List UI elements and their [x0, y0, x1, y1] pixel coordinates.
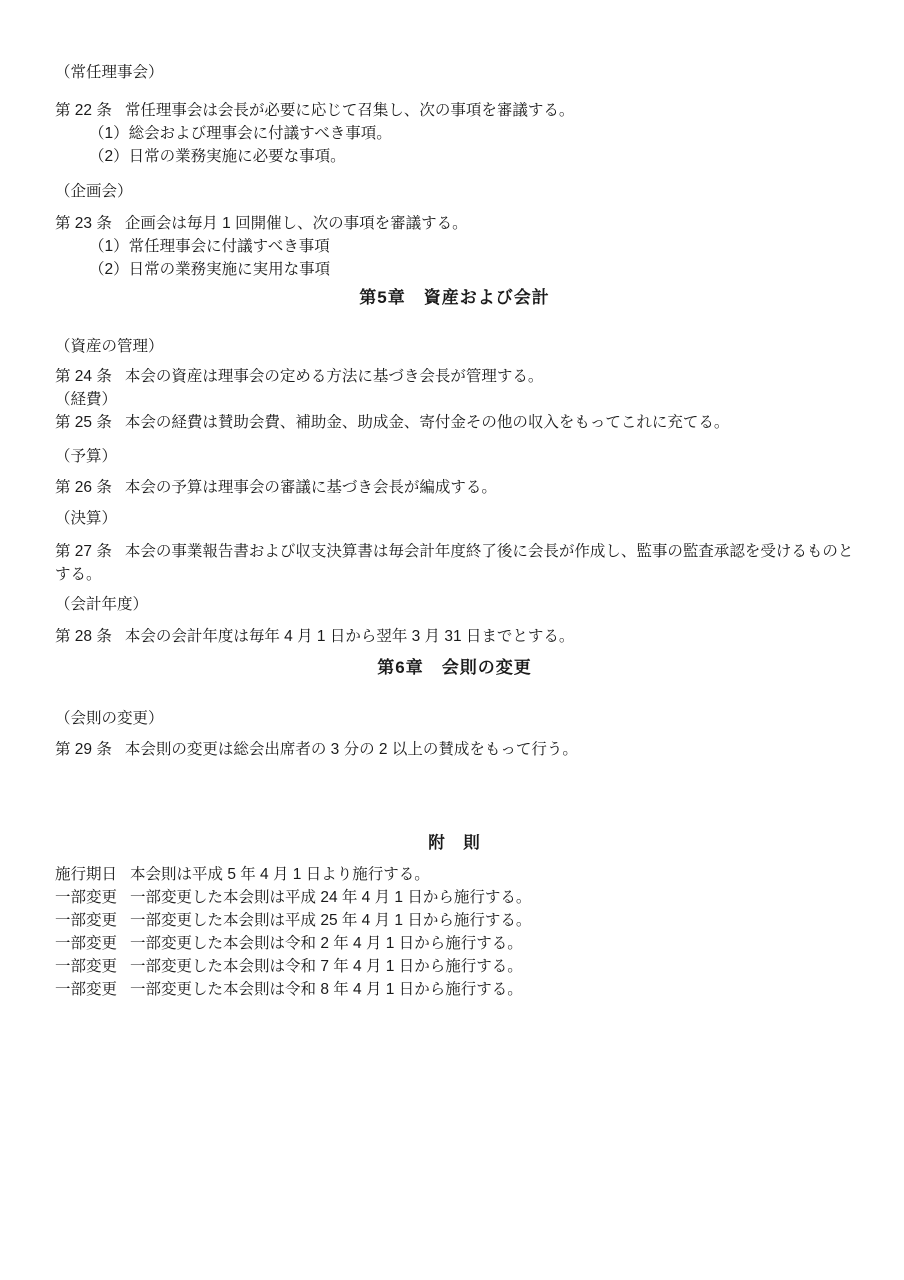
article-caption-kaikei: （会計年度） [55, 596, 149, 613]
article-24-text: 本会の資産は理事会の定める方法に基づき会長が管理する。 [124, 368, 544, 385]
article-caption-henko: （会則の変更） [55, 710, 164, 727]
article-29-text: 本会則の変更は総会出席者の 3 分の 2 以上の賛成をもって行う。 [124, 741, 578, 758]
supplementary-label: 一部変更 [55, 889, 118, 906]
article-25-text: 本会の経費は賛助会費、補助金、助成金、寄付金その他の収入をもってこれに充てる。 [124, 414, 730, 431]
article-27-number: 第 27 条 [55, 543, 112, 560]
article-25-number: 第 25 条 [55, 414, 112, 431]
article-22-number: 第 22 条 [55, 102, 112, 119]
article-caption-keihi: （経費） [55, 391, 118, 408]
article-22-item-1: （1）総会および理事会に付議すべき事項。 [89, 125, 392, 142]
article-22-item-2: （2）日常の業務実施に必要な事項。 [89, 148, 346, 165]
article-23-text: 企画会は毎月 1 回開催し、次の事項を審議する。 [124, 215, 468, 232]
article-caption-kikaku: （企画会） [55, 183, 133, 200]
article-caption-shisan: （資産の管理） [55, 338, 164, 355]
article-23-item-1: （1）常任理事会に付議すべき事項 [89, 238, 330, 255]
article-29 [55, 738, 854, 761]
article-24-number: 第 24 条 [55, 368, 112, 385]
supplementary-text: 本会則は平成 5 年 4 月 1 日より施行する。 [130, 866, 430, 883]
article-29-number: 第 29 条 [55, 741, 112, 758]
supplementary-label: 施行期日 [55, 866, 118, 883]
article-26 [55, 476, 854, 499]
article-27 [55, 540, 854, 586]
chapter-5-heading: 第5章 資産および会計 [359, 288, 550, 307]
article-23-item-2: （2）日常の業務実施に実用な事項 [89, 261, 331, 278]
supplementary-text: 一部変更した本会則は平成 25 年 4 月 1 日から施行する。 [130, 912, 532, 929]
article-23 [55, 212, 854, 235]
supplementary-row [55, 955, 854, 978]
supplementary-label: 一部変更 [55, 935, 118, 952]
article-26-number: 第 26 条 [55, 479, 112, 496]
supplementary-row [55, 932, 854, 955]
supplementary-row [55, 863, 854, 886]
article-caption-kessan: （決算） [55, 510, 118, 527]
article-caption-jonin: （常任理事会） [55, 64, 164, 81]
article-24 [55, 365, 854, 388]
article-28 [55, 625, 854, 648]
supplementary-heading: 附 則 [428, 834, 481, 852]
supplementary-text: 一部変更した本会則は令和 2 年 4 月 1 日から施行する。 [130, 935, 523, 952]
article-22 [55, 99, 854, 122]
supplementary-row [55, 909, 854, 932]
supplementary-label: 一部変更 [55, 912, 118, 929]
supplementary-text: 一部変更した本会則は令和 7 年 4 月 1 日から施行する。 [130, 958, 523, 975]
article-26-text: 本会の予算は理事会の審議に基づき会長が編成する。 [124, 479, 497, 496]
article-25 [55, 411, 854, 434]
chapter-6-heading: 第6章 会則の変更 [377, 658, 532, 677]
article-28-number: 第 28 条 [55, 628, 112, 645]
supplementary-text: 一部変更した本会則は令和 8 年 4 月 1 日から施行する。 [130, 981, 523, 998]
article-23-number: 第 23 条 [55, 215, 112, 232]
supplementary-row [55, 978, 854, 1001]
article-28-text: 本会の会計年度は毎年 4 月 1 日から翌年 3 月 31 日までとする。 [124, 628, 575, 645]
article-27-text: 本会の事業報告書および収支決算書は毎会計年度終了後に会長が作成し、監事の監査承認を受けるものとする。 [55, 543, 854, 583]
supplementary-text: 一部変更した本会則は平成 24 年 4 月 1 日から施行する。 [130, 889, 532, 906]
supplementary-label: 一部変更 [55, 958, 118, 975]
article-caption-yosan: （予算） [55, 448, 118, 465]
supplementary-row [55, 886, 854, 909]
supplementary-label: 一部変更 [55, 981, 118, 998]
article-22-text: 常任理事会は会長が必要に応じて召集し、次の事項を審議する。 [124, 102, 575, 119]
